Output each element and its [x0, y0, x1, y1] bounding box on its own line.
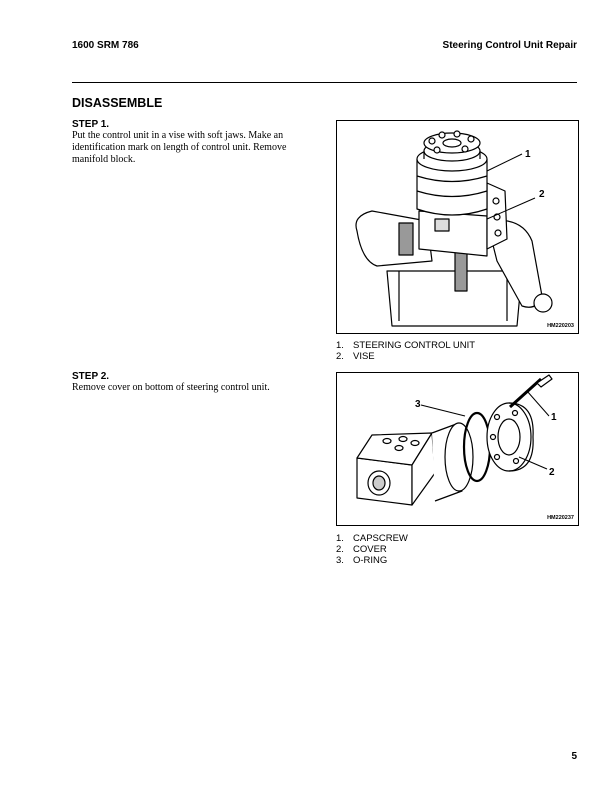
figure-cover-removal [336, 372, 579, 526]
figure-steering-unit-in-vise [336, 120, 579, 334]
step-1-instructions [72, 130, 322, 166]
step-2-line: Remove cover on bottom of steering control unit. [72, 382, 270, 393]
legend-item: 2. COVER [336, 544, 387, 555]
figure-2-callout-3: 3 [415, 399, 421, 410]
page-number: 5 [571, 751, 577, 762]
legend-item: 1. STEERING CONTROL UNIT [336, 340, 476, 351]
legend-item: 1. CAPSCREW [336, 533, 408, 544]
step-1-line: identification mark on length of control unit. Remove [72, 142, 287, 153]
figure-2-code: HM220237 [547, 515, 574, 521]
header-section-title: Steering Control Unit Repair [442, 40, 577, 51]
step-1-line: manifold block. [72, 154, 136, 165]
figure-1-callout-2: 2 [539, 189, 545, 200]
legend-item: 2. VISE [336, 351, 375, 362]
header-document-id: 1600 SRM 786 [72, 40, 139, 51]
figure-1-code: HM220203 [547, 323, 574, 329]
figure-1-callout-1: 1 [525, 149, 531, 160]
figure-2-callout-2: 2 [549, 467, 555, 478]
figure-2-legend [336, 533, 408, 566]
header-rule [72, 82, 577, 83]
legend-item: 3. O-RING [336, 555, 388, 566]
steering-unit-vise-illustration [337, 121, 578, 333]
step-1-title: STEP 1. [72, 119, 110, 130]
step-2-title: STEP 2. [72, 371, 110, 382]
figure-1-legend [336, 340, 475, 362]
figure-2-callout-1: 1 [551, 412, 557, 423]
section-title: DISASSEMBLE [72, 96, 163, 110]
step-2-instructions [72, 382, 322, 394]
cover-removal-illustration [337, 373, 578, 525]
step-1-line: Put the control unit in a vise with soft jaws. Make an [72, 130, 284, 141]
